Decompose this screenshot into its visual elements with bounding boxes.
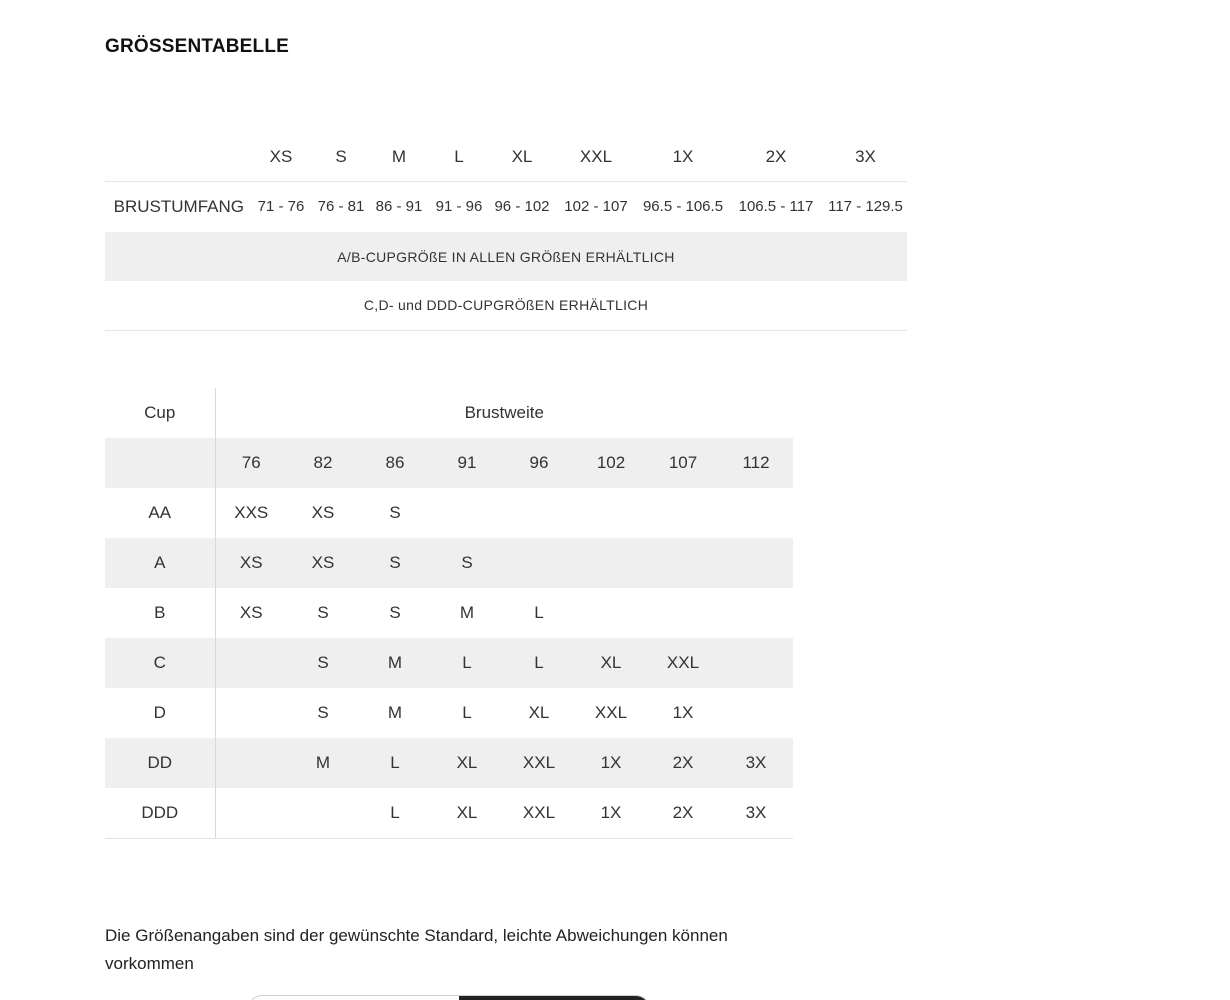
size-cell: 2X [647, 738, 719, 788]
size-cell: M [287, 738, 359, 788]
cup-size-table [105, 388, 793, 839]
brustweite-header: Brustweite [464, 403, 544, 422]
size-cell: XL [528, 703, 550, 722]
size-cell [719, 688, 793, 738]
size-cell: L [534, 603, 544, 622]
size-cell: L [359, 788, 431, 838]
brustumfang-value: 71 - 76 [257, 198, 305, 216]
brustweite-values-row [105, 438, 793, 488]
cup-label: DDD [105, 788, 215, 838]
size-cell [503, 488, 575, 538]
size-cell: 3X [719, 788, 793, 838]
size-cell [215, 738, 287, 788]
brustumfang-label: BRUSTUMFANG [113, 196, 244, 216]
table-row [105, 488, 793, 538]
size-cell: S [287, 638, 359, 688]
brustumfang-value: 117 - 129.5 [828, 198, 903, 216]
size-cell [287, 788, 359, 838]
size-cell [215, 788, 287, 838]
size-cell [719, 538, 793, 588]
size-header-cell: XL [490, 133, 554, 181]
size-header-cell: 3X [824, 133, 907, 181]
size-cell [431, 488, 503, 538]
brustweite-value: 107 [647, 438, 719, 488]
size-header-cell: L [428, 133, 490, 181]
size-cell: L [462, 703, 472, 722]
size-cell: XXL [594, 703, 628, 722]
size-cell: L [359, 738, 431, 788]
brustumfang-value: 86 - 91 [375, 198, 423, 216]
size-cell: XS [311, 503, 335, 522]
empty-cell [105, 133, 250, 181]
size-header-cell: S [312, 133, 370, 181]
brustumfang-value: 96.5 - 106.5 [642, 198, 724, 216]
size-header-cell: XS [250, 133, 312, 181]
brustumfang-value: 91 - 96 [435, 198, 483, 216]
size-cell [575, 538, 647, 588]
brustumfang-value: 96 - 102 [494, 198, 550, 216]
ab-cup-row [105, 232, 907, 281]
table-row [105, 538, 793, 588]
size-cell: S [359, 538, 431, 588]
table-row [105, 738, 793, 788]
size-cell: 1X [672, 703, 694, 722]
size-cell [215, 638, 287, 688]
brustweite-value: 82 [287, 438, 359, 488]
brustumfang-value: 106.5 - 117 [738, 198, 814, 216]
brustweite-value: 91 [431, 438, 503, 488]
size-cell: S [317, 603, 329, 622]
cup-table-header-row [105, 388, 793, 438]
size-disclaimer: Die Größenangaben sind der gewünschte Standard, leichte Abweichungen können vorkommen [105, 926, 728, 973]
size-cell [647, 588, 719, 638]
size-cell: 1X [575, 788, 647, 838]
size-cell: S [389, 503, 401, 522]
cup-label: DD [105, 738, 215, 788]
size-cell [719, 588, 793, 638]
table-row [105, 638, 793, 688]
size-cell: 2X [647, 788, 719, 838]
partially-visible-button[interactable] [248, 995, 650, 1000]
empty-cell [105, 438, 215, 488]
brustumfang-value: 76 - 81 [317, 198, 365, 216]
size-cell: XL [575, 638, 647, 688]
size-cell [215, 688, 287, 738]
size-cell [503, 538, 575, 588]
size-cell [719, 638, 793, 688]
table-row [105, 788, 793, 838]
brustweite-value: 112 [719, 438, 793, 488]
brustumfang-row [105, 181, 907, 232]
size-cell: L [431, 638, 503, 688]
size-cell: XXL [647, 638, 719, 688]
brustumfang-value: 102 - 107 [564, 198, 628, 216]
size-cell: XS [215, 538, 287, 588]
page-title: GRÖSSENTABELLE [105, 36, 290, 57]
size-cell: M [359, 638, 431, 688]
size-cell: S [317, 703, 329, 722]
brustweite-value: 96 [503, 438, 575, 488]
size-cell: XS [287, 538, 359, 588]
size-overview-table [105, 133, 907, 331]
cup-label: B [105, 588, 215, 638]
size-header-cell: 2X [728, 133, 824, 181]
cd-cup-row [105, 281, 907, 330]
size-cell [647, 488, 719, 538]
size-cell: XXL [503, 788, 575, 838]
size-cell: XS [239, 603, 263, 622]
size-cell: M [387, 703, 403, 722]
brustweite-value: 86 [359, 438, 431, 488]
size-cell: XXL [503, 738, 575, 788]
size-header-cell: XXL [554, 133, 638, 181]
size-cell: XXS [234, 503, 269, 522]
size-header-cell: 1X [638, 133, 728, 181]
size-cell: S [389, 603, 401, 622]
ab-cup-note: A/B-CUPGRÖßE IN ALLEN GRÖßEN ERHÄLTLICH [105, 232, 907, 281]
size-cell: M [459, 603, 475, 622]
table-row [105, 588, 793, 638]
cup-label: D [105, 688, 215, 738]
brustweite-value: 102 [575, 438, 647, 488]
size-header-cell: M [370, 133, 428, 181]
size-cell: 3X [719, 738, 793, 788]
size-cell [719, 488, 793, 538]
size-cell [575, 588, 647, 638]
size-header-row [105, 133, 907, 181]
cup-label: C [105, 638, 215, 688]
size-cell: L [503, 638, 575, 688]
size-cell: XL [431, 738, 503, 788]
cup-header: Cup [105, 388, 215, 438]
cup-label: A [105, 538, 215, 588]
size-cell: S [431, 538, 503, 588]
cd-cup-note: C,D- und DDD-CUPGRÖßEN ERHÄLTLICH [105, 281, 907, 330]
size-cell: XL [431, 788, 503, 838]
button-dark-segment [459, 996, 650, 1000]
brustweite-value: 76 [215, 438, 287, 488]
size-cell [647, 538, 719, 588]
size-cell: 1X [575, 738, 647, 788]
table-row [105, 688, 793, 738]
cup-label: AA [105, 488, 215, 538]
size-cell [575, 488, 647, 538]
